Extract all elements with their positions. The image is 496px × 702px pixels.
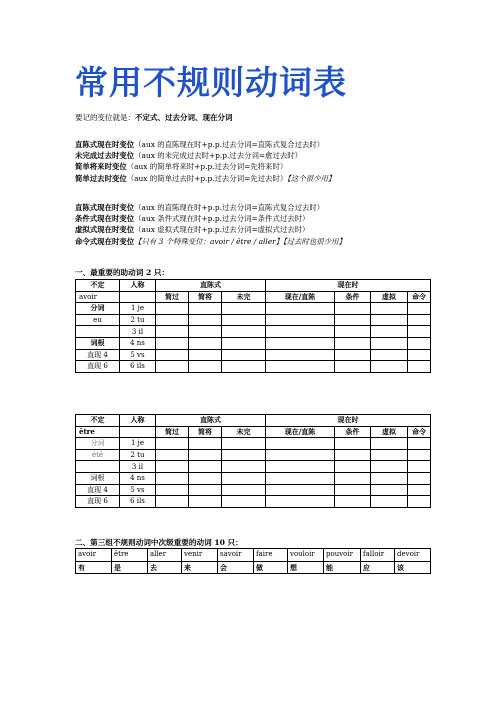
- header-present: 现在时: [266, 415, 431, 427]
- header-person: 人称: [120, 415, 156, 427]
- conjugation-cell: [222, 326, 266, 338]
- conjugation-cell: [335, 484, 371, 496]
- conjugation-cell: [335, 326, 371, 338]
- rule-note: （aux 条件式现在时+p.p.过去分词=条件式过去时）: [134, 214, 310, 224]
- verbs-table: [75, 548, 431, 574]
- rule-name: 简单过去时变位: [75, 173, 127, 183]
- conjugation-cell: [408, 438, 431, 450]
- conjugation-cell: [266, 361, 335, 373]
- verbs-cn-row: [76, 561, 431, 574]
- conjugation-cell: [335, 337, 371, 349]
- tense-column-header: 现在/直陈: [266, 426, 335, 438]
- conjugation-cell: [371, 361, 408, 373]
- conjugation-cell: [189, 337, 222, 349]
- table-row: [76, 361, 431, 373]
- conjugation-cell: [335, 438, 371, 450]
- row-person: 2 tu: [120, 314, 156, 326]
- intro-prefix: 要记的变位就是：: [75, 113, 135, 122]
- table-header-row: [76, 280, 431, 292]
- tense-column-header: 条件: [335, 426, 371, 438]
- verb-cn-cell: 该: [395, 561, 431, 574]
- table-row: [76, 438, 431, 450]
- conjugation-cell: [222, 438, 266, 450]
- verb-cn-cell: 有: [76, 561, 112, 574]
- verb-cn-cell: 会: [218, 561, 254, 574]
- verb-fr-cell: vouloir: [288, 549, 324, 562]
- verb-cn-cell: 来: [182, 561, 218, 574]
- verb-cn-cell: 能: [324, 561, 361, 574]
- conjugation-cell: [222, 361, 266, 373]
- rule-name: 条件式现在时变位: [75, 214, 135, 224]
- conjugation-cell: [371, 472, 408, 484]
- conjugation-cell: [266, 326, 335, 338]
- verb-cn-cell: 想: [288, 561, 324, 574]
- rule-extra: 【只有 3 个特殊变位：avoir / être / aller】【过去时也很少用】: [134, 236, 346, 246]
- conjugation-cell: [408, 496, 431, 508]
- conjugation-cell: [335, 496, 371, 508]
- tense-column-header: 简将: [189, 291, 222, 303]
- rule-name: 直陈式现在时变位: [75, 203, 135, 212]
- tense-column-header: 简过: [156, 426, 189, 438]
- row-label: 词根: [76, 337, 120, 349]
- table-row: [76, 496, 431, 508]
- section-2-title: 二、第三组不规则动词中次级重要的动词 10 只：: [75, 538, 243, 547]
- conjugation-cell: [266, 496, 335, 508]
- row-label: 词根: [76, 472, 120, 484]
- conjugation-cell: [335, 303, 371, 315]
- row-label: [76, 326, 120, 338]
- rule-note: （aux 的简单将来时+p.p.过去分词=先将来时）: [126, 162, 288, 172]
- conjugation-cell: [371, 449, 408, 461]
- conjugation-cell: [408, 361, 431, 373]
- row-person: 5 vs: [120, 484, 156, 496]
- conjugation-cell: [222, 303, 266, 315]
- table-row: [76, 449, 431, 461]
- rule-line: [75, 173, 335, 184]
- table-row: [76, 326, 431, 338]
- rule-note: （aux 的未完成过去时+p.p.过去分词=愈过去时）: [134, 151, 303, 161]
- verbs-fr-row: [76, 549, 431, 562]
- row-person: 1 je: [120, 303, 156, 315]
- verb-fr-cell: faire: [254, 549, 288, 562]
- verb-infinitive: être: [76, 426, 120, 438]
- conjugation-cell: [222, 314, 266, 326]
- page-title: 常用不规则动词表: [75, 63, 347, 102]
- conjugation-cell: [189, 461, 222, 473]
- conjugation-cell: [156, 303, 189, 315]
- conjugation-cell: [222, 349, 266, 361]
- conjugation-cell: [156, 438, 189, 450]
- conjugation-cell: [156, 449, 189, 461]
- row-person: 4 ns: [120, 337, 156, 349]
- conjugation-cell: [266, 472, 335, 484]
- verb-fr-cell: venir: [182, 549, 218, 562]
- table-subheader-row: [76, 291, 431, 303]
- rule-line: [75, 213, 346, 224]
- conjugation-cell: [189, 303, 222, 315]
- conjugation-cell: [189, 361, 222, 373]
- section-1-title: 一、最重要的助动词 2 只：: [75, 268, 170, 277]
- conjugation-cell: [222, 484, 266, 496]
- table-row: [76, 314, 431, 326]
- conjugation-cell: [408, 461, 431, 473]
- conjugation-cell: [266, 449, 335, 461]
- conjugation-cell: [335, 472, 371, 484]
- conjugation-cell: [408, 314, 431, 326]
- conjugation-cell: [371, 349, 408, 361]
- header-indicative: 直陈式: [156, 280, 266, 292]
- conjugation-cell: [335, 461, 371, 473]
- verb-fr-cell: devoir: [395, 549, 431, 562]
- conjugation-cell: [156, 461, 189, 473]
- row-person: 3 il: [120, 326, 156, 338]
- rule-line: [75, 161, 335, 172]
- row-person: 2 tu: [120, 449, 156, 461]
- header-present: 现在时: [266, 280, 431, 292]
- conjugation-table-etre: [75, 414, 431, 508]
- tense-column-header: 现在/直陈: [266, 291, 335, 303]
- conjugation-cell: [408, 303, 431, 315]
- verb-cn-cell: 应: [361, 561, 395, 574]
- conjugation-cell: [408, 449, 431, 461]
- rules-group-1: [75, 139, 335, 184]
- conjugation-cell: [266, 484, 335, 496]
- row-label: 分词: [76, 303, 120, 315]
- conjugation-cell: [266, 337, 335, 349]
- rule-name: 直陈式现在时变位: [75, 140, 135, 149]
- rule-name: 命令式现在时变位: [75, 236, 135, 246]
- conjugation-cell: [222, 337, 266, 349]
- conjugation-cell: [371, 484, 408, 496]
- conjugation-cell: [408, 326, 431, 338]
- verb-infinitive: avoir: [76, 291, 120, 303]
- verb-fr-cell: falloir: [361, 549, 395, 562]
- rule-name: 简单将来时变位: [75, 162, 127, 172]
- conjugation-cell: [189, 314, 222, 326]
- rule-extra: 【这个很少用】: [287, 173, 336, 183]
- row-label: [76, 461, 120, 473]
- intro-emphasis: 不定式、过去分词、现在分词: [135, 113, 233, 122]
- conjugation-cell: [222, 496, 266, 508]
- conjugation-cell: [335, 314, 371, 326]
- row-label: 直现 4: [76, 349, 120, 361]
- header-infinitive: 不定: [76, 415, 120, 427]
- row-person: 6 ils: [120, 361, 156, 373]
- rule-line: [75, 150, 335, 161]
- rule-line: [75, 202, 346, 213]
- conjugation-cell: [371, 326, 408, 338]
- verb-cn-cell: 去: [148, 561, 182, 574]
- rule-line: [75, 224, 346, 235]
- intro-line: [75, 112, 233, 123]
- verb-fr-cell: savoir: [218, 549, 254, 562]
- row-label: 分词: [76, 438, 120, 450]
- tense-column-header: 简将: [189, 426, 222, 438]
- row-person: 6 ils: [120, 496, 156, 508]
- rule-note: （aux 的直陈现在时+p.p.过去分词=直陈式复合过去时）: [134, 140, 325, 149]
- conjugation-table-avoir: [75, 279, 431, 373]
- row-label: 直现 6: [76, 361, 120, 373]
- empty-cell: [120, 291, 156, 303]
- conjugation-cell: [408, 472, 431, 484]
- tense-column-header: 条件: [335, 291, 371, 303]
- verb-cn-cell: 做: [254, 561, 288, 574]
- rule-name: 虚拟式现在时变位: [75, 225, 135, 235]
- table-header-row: [76, 415, 431, 427]
- conjugation-cell: [371, 314, 408, 326]
- conjugation-cell: [156, 361, 189, 373]
- verb-fr-cell: aller: [148, 549, 182, 562]
- header-indicative: 直陈式: [156, 415, 266, 427]
- conjugation-cell: [335, 349, 371, 361]
- conjugation-cell: [222, 472, 266, 484]
- rules-group-2: [75, 202, 346, 247]
- conjugation-cell: [189, 484, 222, 496]
- table-row: [76, 484, 431, 496]
- row-label: 直现 6: [76, 496, 120, 508]
- conjugation-cell: [266, 303, 335, 315]
- header-infinitive: 不定: [76, 280, 120, 292]
- row-person: 4 ns: [120, 472, 156, 484]
- row-person: 1 je: [120, 438, 156, 450]
- rule-note: （aux 的直陈现在时+p.p.过去分词=直陈式复合过去时）: [134, 203, 325, 212]
- table-row: [76, 472, 431, 484]
- conjugation-cell: [266, 349, 335, 361]
- conjugation-cell: [156, 326, 189, 338]
- rule-line: [75, 236, 346, 247]
- tense-column-header: 简过: [156, 291, 189, 303]
- conjugation-cell: [371, 461, 408, 473]
- verb-fr-cell: avoir: [76, 549, 112, 562]
- conjugation-cell: [222, 449, 266, 461]
- conjugation-cell: [156, 337, 189, 349]
- table-subheader-row: [76, 426, 431, 438]
- conjugation-cell: [189, 438, 222, 450]
- conjugation-cell: [371, 438, 408, 450]
- conjugation-cell: [371, 303, 408, 315]
- conjugation-cell: [156, 314, 189, 326]
- conjugation-cell: [189, 496, 222, 508]
- conjugation-cell: [189, 449, 222, 461]
- conjugation-cell: [189, 326, 222, 338]
- conjugation-cell: [156, 472, 189, 484]
- row-label: été: [76, 449, 120, 461]
- tense-column-header: 未完: [222, 291, 266, 303]
- conjugation-cell: [408, 337, 431, 349]
- table-row: [76, 461, 431, 473]
- tense-column-header: 未完: [222, 426, 266, 438]
- table-row: [76, 337, 431, 349]
- tense-column-header: 命令: [408, 291, 431, 303]
- conjugation-cell: [371, 337, 408, 349]
- tense-column-header: 虚拟: [371, 291, 408, 303]
- conjugation-cell: [371, 496, 408, 508]
- conjugation-cell: [408, 349, 431, 361]
- conjugation-cell: [189, 472, 222, 484]
- row-person: 3 il: [120, 461, 156, 473]
- rule-line: [75, 139, 335, 150]
- verb-cn-cell: 是: [112, 561, 148, 574]
- header-person: 人称: [120, 280, 156, 292]
- table-row: [76, 349, 431, 361]
- tense-column-header: 虚拟: [371, 426, 408, 438]
- rule-note: （aux 的简单过去时+p.p.过去分词=先过去时）: [126, 173, 288, 183]
- conjugation-cell: [335, 361, 371, 373]
- rule-name: 未完成过去时变位: [75, 151, 135, 161]
- row-person: 5 vs: [120, 349, 156, 361]
- conjugation-cell: [335, 449, 371, 461]
- conjugation-cell: [266, 438, 335, 450]
- rule-note: （aux 虚拟式现在时+p.p.过去分词=虚拟式过去时）: [134, 225, 310, 235]
- table-row: [76, 303, 431, 315]
- conjugation-cell: [156, 496, 189, 508]
- row-label: 直现 4: [76, 484, 120, 496]
- conjugation-cell: [156, 349, 189, 361]
- conjugation-cell: [222, 461, 266, 473]
- conjugation-cell: [156, 484, 189, 496]
- conjugation-cell: [266, 461, 335, 473]
- empty-cell: [120, 426, 156, 438]
- tense-column-header: 命令: [408, 426, 431, 438]
- verb-fr-cell: pouvoir: [324, 549, 361, 562]
- conjugation-cell: [266, 314, 335, 326]
- row-label: eu: [76, 314, 120, 326]
- verb-fr-cell: être: [112, 549, 148, 562]
- conjugation-cell: [189, 349, 222, 361]
- conjugation-cell: [408, 484, 431, 496]
